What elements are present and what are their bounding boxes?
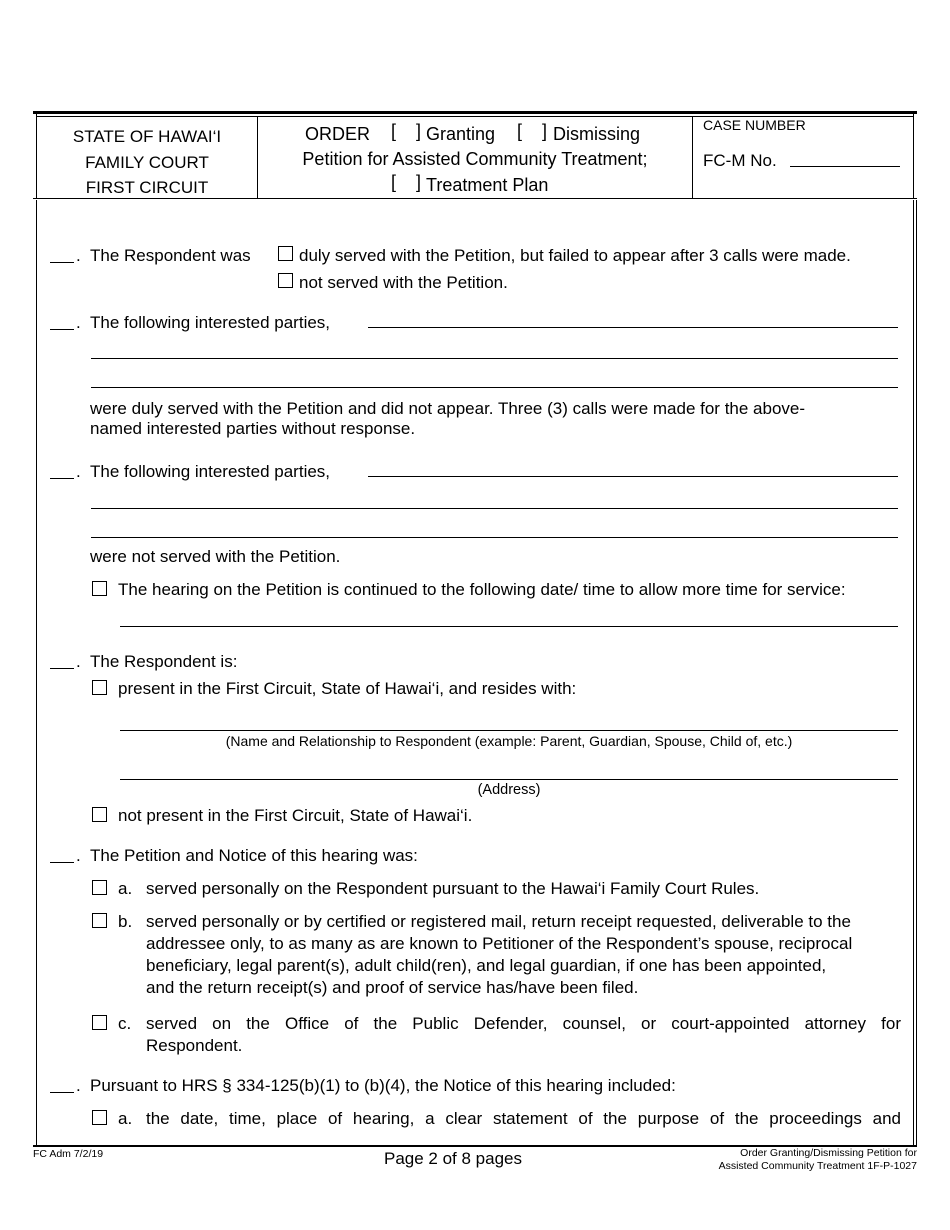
finding-blank-6[interactable] [50, 1092, 74, 1093]
dismissing-bracket-close: ] [542, 121, 548, 141]
interested-parties-label-2: The following interested parties, [90, 462, 331, 481]
option-a-text: served personally on the Respondent pursuant to the Hawai‘i Family Court Rules. [146, 879, 760, 898]
court-state: STATE OF HAWAI‘I [72, 127, 222, 146]
served-mail-checkbox[interactable] [92, 913, 107, 928]
option-a-label: a. [118, 879, 133, 898]
page-right-border-inner [916, 200, 917, 1146]
resides-with-field[interactable] [120, 730, 898, 731]
continued-date-field[interactable] [120, 626, 898, 627]
interested-parties-field-1c[interactable] [91, 387, 898, 388]
option-b-line4: and the return receipt(s) and proof of service has/have been filed. [146, 978, 639, 997]
finding-period-5: . [76, 846, 81, 865]
header-top-rule [33, 111, 917, 114]
court-family: FAMILY COURT [85, 152, 209, 172]
duly-served-checkbox[interactable] [278, 246, 293, 261]
not-present-checkbox[interactable] [92, 807, 107, 822]
fcm-number-label: FC-M No. [703, 151, 777, 170]
finding-blank-1[interactable] [50, 262, 74, 263]
duly-served-statement-line2: named interested parties without response. [90, 419, 416, 438]
not-present-text: not present in the First Circuit, State of Hawai‘i. [118, 806, 473, 825]
interested-parties-field-2a[interactable] [368, 476, 898, 477]
finding-period-6: . [76, 1076, 81, 1095]
notice-a-label: a. [118, 1109, 133, 1128]
treatment-plan-label: Treatment Plan [426, 175, 549, 195]
interested-parties-field-1b[interactable] [91, 358, 898, 359]
option-b-line2: addressee only, to as many as are known to Petitioner of the Respondent’s spouse, reciprocal [146, 934, 853, 953]
page-right-border [913, 200, 914, 1146]
finding-period-2: . [76, 313, 81, 332]
page-left-border [36, 200, 37, 1146]
petition-title: Petition for Assisted Community Treatment; [302, 149, 648, 169]
granting-bracket-close: ] [416, 121, 422, 141]
finding-blank-3[interactable] [50, 478, 74, 479]
order-label: ORDER [305, 124, 371, 144]
header-divider-2 [692, 116, 693, 198]
present-checkbox[interactable] [92, 680, 107, 695]
interested-parties-label-1: The following interested parties, [90, 313, 331, 332]
dismissing-bracket-open: [ [517, 121, 523, 141]
fcm-number-field[interactable] [790, 166, 900, 167]
finding-blank-2[interactable] [50, 329, 74, 330]
court-identification [37, 124, 257, 201]
dismissing-label: Dismissing [553, 124, 641, 144]
duly-served-statement-line1: were duly served with the Petition and did not appear. Three (3) calls were made for the above- [90, 399, 806, 418]
finding-period-1: . [76, 246, 81, 265]
not-served-statement: were not served with the Petition. [90, 547, 341, 566]
not-served-text: not served with the Petition. [299, 273, 508, 292]
finding-period-4: . [76, 652, 81, 671]
name-relationship-caption: (Name and Relationship to Respondent (example: Parent, Guardian, Spouse, Child of, etc.) [225, 733, 793, 749]
served-public-defender-checkbox[interactable] [92, 1015, 107, 1030]
duly-served-text: duly served with the Petition, but failed to appear after 3 calls were made. [299, 246, 851, 265]
order-title [258, 121, 692, 198]
form-title [560, 1147, 917, 1172]
page-number: Page 2 of 8 pages [384, 1149, 523, 1168]
court-circuit: FIRST CIRCUIT [85, 178, 209, 197]
hearing-continued-checkbox[interactable] [92, 581, 107, 596]
granting-label: Granting [426, 124, 496, 144]
not-served-checkbox[interactable] [278, 273, 293, 288]
respondent-was-label: The Respondent was [90, 246, 251, 265]
petition-notice-label: The Petition and Notice of this hearing was: [90, 846, 418, 865]
option-b-line1: served personally or by certified or registered mail, return receipt requested, deliverable to the [146, 912, 851, 931]
served-personally-checkbox[interactable] [92, 880, 107, 895]
interested-parties-field-2c[interactable] [91, 537, 898, 538]
address-caption: (Address) [477, 782, 541, 798]
option-c-label: c. [118, 1014, 132, 1033]
form-title-line1: Order Granting/Dismissing Petition for [740, 1147, 917, 1159]
present-text: present in the First Circuit, State of Hawai‘i, and resides with: [118, 679, 577, 698]
finding-blank-5[interactable] [50, 862, 74, 863]
notice-a-text: the date, time, place of hearing, a clear statement of the purpose of the proceedings and [146, 1109, 901, 1128]
respondent-is-label: The Respondent is: [90, 652, 238, 671]
hearing-continued-text: The hearing on the Petition is continued to the following date/ time to allow more time for service: [118, 580, 846, 599]
pursuant-hrs-text: Pursuant to HRS § 334-125(b)(1) to (b)(4), the Notice of this hearing included: [90, 1076, 676, 1095]
address-field[interactable] [120, 779, 898, 780]
form-id: FC Adm 7/2/19 [33, 1148, 104, 1160]
option-c-line2: Respondent. [146, 1036, 243, 1055]
option-c-line1: served on the Office of the Public Defender, counsel, or court-appointed attorney for [146, 1014, 901, 1033]
option-b-label: b. [118, 912, 133, 931]
interested-parties-field-1a[interactable] [368, 327, 898, 328]
header-right-border [913, 111, 914, 199]
notice-included-a-checkbox[interactable] [92, 1110, 107, 1125]
plan-bracket-open: [ [391, 172, 397, 192]
finding-blank-4[interactable] [50, 668, 74, 669]
case-number-label: CASE NUMBER [703, 117, 806, 133]
finding-period-3: . [76, 462, 81, 481]
granting-bracket-open: [ [391, 121, 397, 141]
interested-parties-field-2b[interactable] [91, 508, 898, 509]
plan-bracket-close: ] [416, 172, 422, 192]
form-title-line2: Assisted Community Treatment 1F-P-1027 [718, 1159, 917, 1172]
option-b-line3: beneficiary, legal parent(s), adult child(ren), and legal guardian, if one has been appointed, [146, 956, 827, 975]
